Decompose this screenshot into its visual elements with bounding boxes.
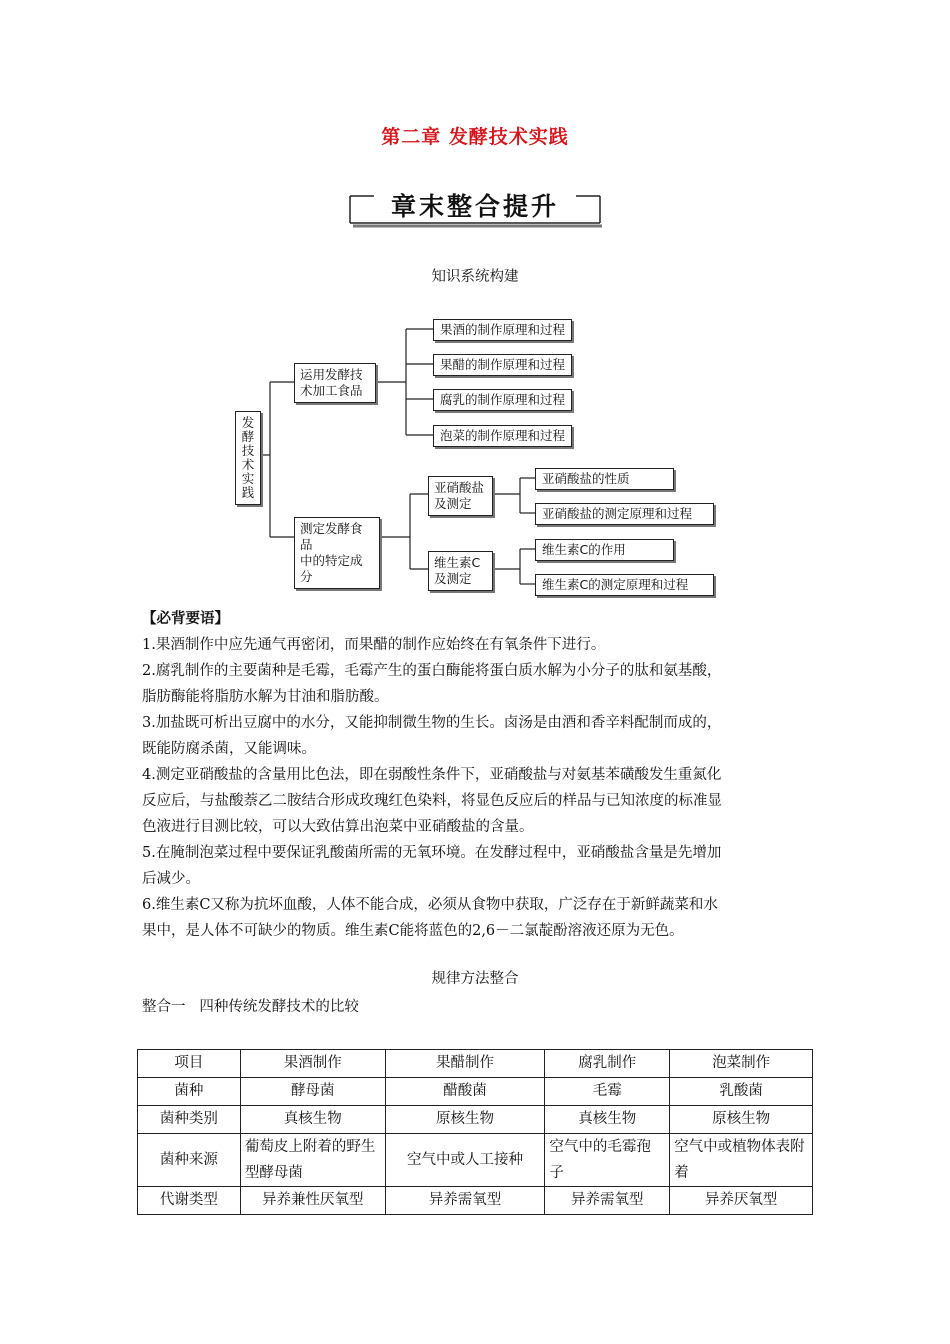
sub-label: 及测定 <box>434 571 472 586</box>
must-recite-line: 6.维生素C又称为抗坏血酸，人体不能合成，必须从食物中获取，广泛存在于新鲜蔬菜和水 <box>142 897 718 913</box>
table-row <box>138 1106 813 1134</box>
banner-title: 章末整合提升 <box>390 192 559 221</box>
must-recite-line: 反应后，与盐酸萘乙二胺结合形成玫瑰红色染料，将显色反应后的样品与已知浓度的标准显 <box>142 793 722 809</box>
table-header-cell: 腐乳制作 <box>545 1050 670 1078</box>
mindmap-leaf-fruit-vinegar: 果醋的制作原理和过程 <box>433 354 572 376</box>
table-cell: 异养需氧型 <box>385 1187 545 1215</box>
fermentation-comparison-table <box>137 1049 813 1215</box>
table-cell: 菌种 <box>138 1078 241 1106</box>
root-char: 实 <box>241 471 255 486</box>
table-cell: 真核生物 <box>545 1106 670 1134</box>
table-cell: 异养厌氧型 <box>670 1187 813 1215</box>
table-cell: 酵母菌 <box>240 1078 385 1106</box>
must-recite-line: 脂肪酶能将脂肪水解为甘油和脂肪酸。 <box>142 689 389 705</box>
table-cell: 乳酸菌 <box>670 1078 813 1106</box>
table-header-cell: 泡菜制作 <box>670 1050 813 1078</box>
chapter-title: 第二章 发酵技术实践 <box>381 126 569 148</box>
root-char: 践 <box>241 485 255 500</box>
must-recite-line: 1.果酒制作中应先通气再密闭，而果醋的制作应始终在有氧条件下进行。 <box>142 637 606 653</box>
section-heading-knowledge: 知识系统构建 <box>431 269 519 285</box>
table-cell: 醋酸菌 <box>385 1078 545 1106</box>
table-cell: 原核生物 <box>385 1106 545 1134</box>
table-row <box>138 1078 813 1106</box>
must-recite-line: 色液进行目测比较，可以大致估算出泡菜中亚硝酸盐的含量。 <box>142 819 534 835</box>
must-recite-line: 2.腐乳制作的主要菌种是毛霉，毛霉产生的蛋白酶能将蛋白质水解为小分子的肽和氨基酸， <box>142 663 722 679</box>
table-row <box>138 1187 813 1215</box>
must-recite-line: 既能防腐杀菌，又能调味。 <box>142 741 316 757</box>
mindmap-sub-nitrite <box>428 476 493 516</box>
table-cell: 葡萄皮上附着的野生型酵母菌 <box>240 1134 385 1187</box>
table-row <box>138 1134 813 1187</box>
table-cell: 空气中或植物体表附着 <box>670 1134 813 1187</box>
sub-label: 亚硝酸盐 <box>434 480 485 495</box>
branch-label: 中的特定成分 <box>300 553 363 584</box>
table-cell: 真核生物 <box>240 1106 385 1134</box>
branch-label: 运用发酵技 <box>300 367 363 382</box>
must-recite-line: 3.加盐既可析出豆腐中的水分，又能抑制微生物的生长。卤汤是由酒和香辛料配制而成的， <box>142 715 722 731</box>
mindmap-sub-vitamin-c <box>428 551 493 591</box>
table-header-row <box>138 1050 813 1078</box>
table-header-cell: 果酒制作 <box>240 1050 385 1078</box>
must-recite-line: 后减少。 <box>142 871 200 887</box>
mindmap-branch-food-processing <box>294 363 376 403</box>
root-char: 发 <box>241 415 255 430</box>
table-cell: 毛霉 <box>545 1078 670 1106</box>
chapter-summary-banner <box>348 183 602 229</box>
must-recite-line: 5.在腌制泡菜过程中要保证乳酸菌所需的无氧环境。在发酵过程中，亚硝酸盐含量是先增加 <box>142 845 722 861</box>
table-cell: 异养需氧型 <box>545 1187 670 1215</box>
table-cell: 异养兼性厌氧型 <box>240 1187 385 1215</box>
mindmap-leaf-sufu: 腐乳的制作原理和过程 <box>433 389 572 411</box>
branch-label: 测定发酵食品 <box>300 521 363 552</box>
table-cell: 菌种来源 <box>138 1134 241 1187</box>
must-recite-line: 4.测定亚硝酸盐的含量用比色法，即在弱酸性条件下，亚硝酸盐与对氨基苯磺酸发生重氮化 <box>142 767 722 783</box>
table-cell: 空气中的毛霉孢子 <box>545 1134 670 1187</box>
mindmap-branch-measurement <box>294 517 380 589</box>
mindmap-leaf-fruit-wine: 果酒的制作原理和过程 <box>433 319 572 341</box>
sub-label: 及测定 <box>434 496 472 511</box>
must-recite-line: 果中，是人体不可缺少的物质。维生素C能将蓝色的2,6－二氯靛酚溶液还原为无色。 <box>142 923 684 939</box>
must-recite-heading: 【必背要语】 <box>142 610 229 627</box>
table-cell: 原核生物 <box>670 1106 813 1134</box>
table-cell: 代谢类型 <box>138 1187 241 1215</box>
table-header-cell: 项目 <box>138 1050 241 1078</box>
root-char: 酵 <box>241 429 255 444</box>
mindmap-leaf-pickles: 泡菜的制作原理和过程 <box>433 425 572 447</box>
mindmap-root <box>235 411 261 505</box>
section-heading-methods: 规律方法整合 <box>431 971 519 987</box>
table-cell: 菌种类别 <box>138 1106 241 1134</box>
must-recite-list <box>142 632 814 944</box>
mindmap-leaf-nitrite-measurement: 亚硝酸盐的测定原理和过程 <box>535 503 714 525</box>
table-cell: 空气中或人工接种 <box>385 1134 545 1187</box>
root-char: 技 <box>241 443 255 458</box>
table-header-cell: 果醋制作 <box>385 1050 545 1078</box>
sub-label: 维生素C <box>434 555 481 570</box>
root-char: 术 <box>241 457 255 472</box>
integration-heading: 整合一 四种传统发酵技术的比较 <box>142 999 359 1015</box>
mindmap-leaf-vitamin-c-measurement: 维生素C的测定原理和过程 <box>535 574 714 596</box>
knowledge-mindmap <box>230 315 730 600</box>
mindmap-leaf-vitamin-c-function: 维生素C的作用 <box>535 539 674 561</box>
mindmap-leaf-nitrite-properties: 亚硝酸盐的性质 <box>535 468 674 490</box>
branch-label: 术加工食品 <box>300 383 363 398</box>
